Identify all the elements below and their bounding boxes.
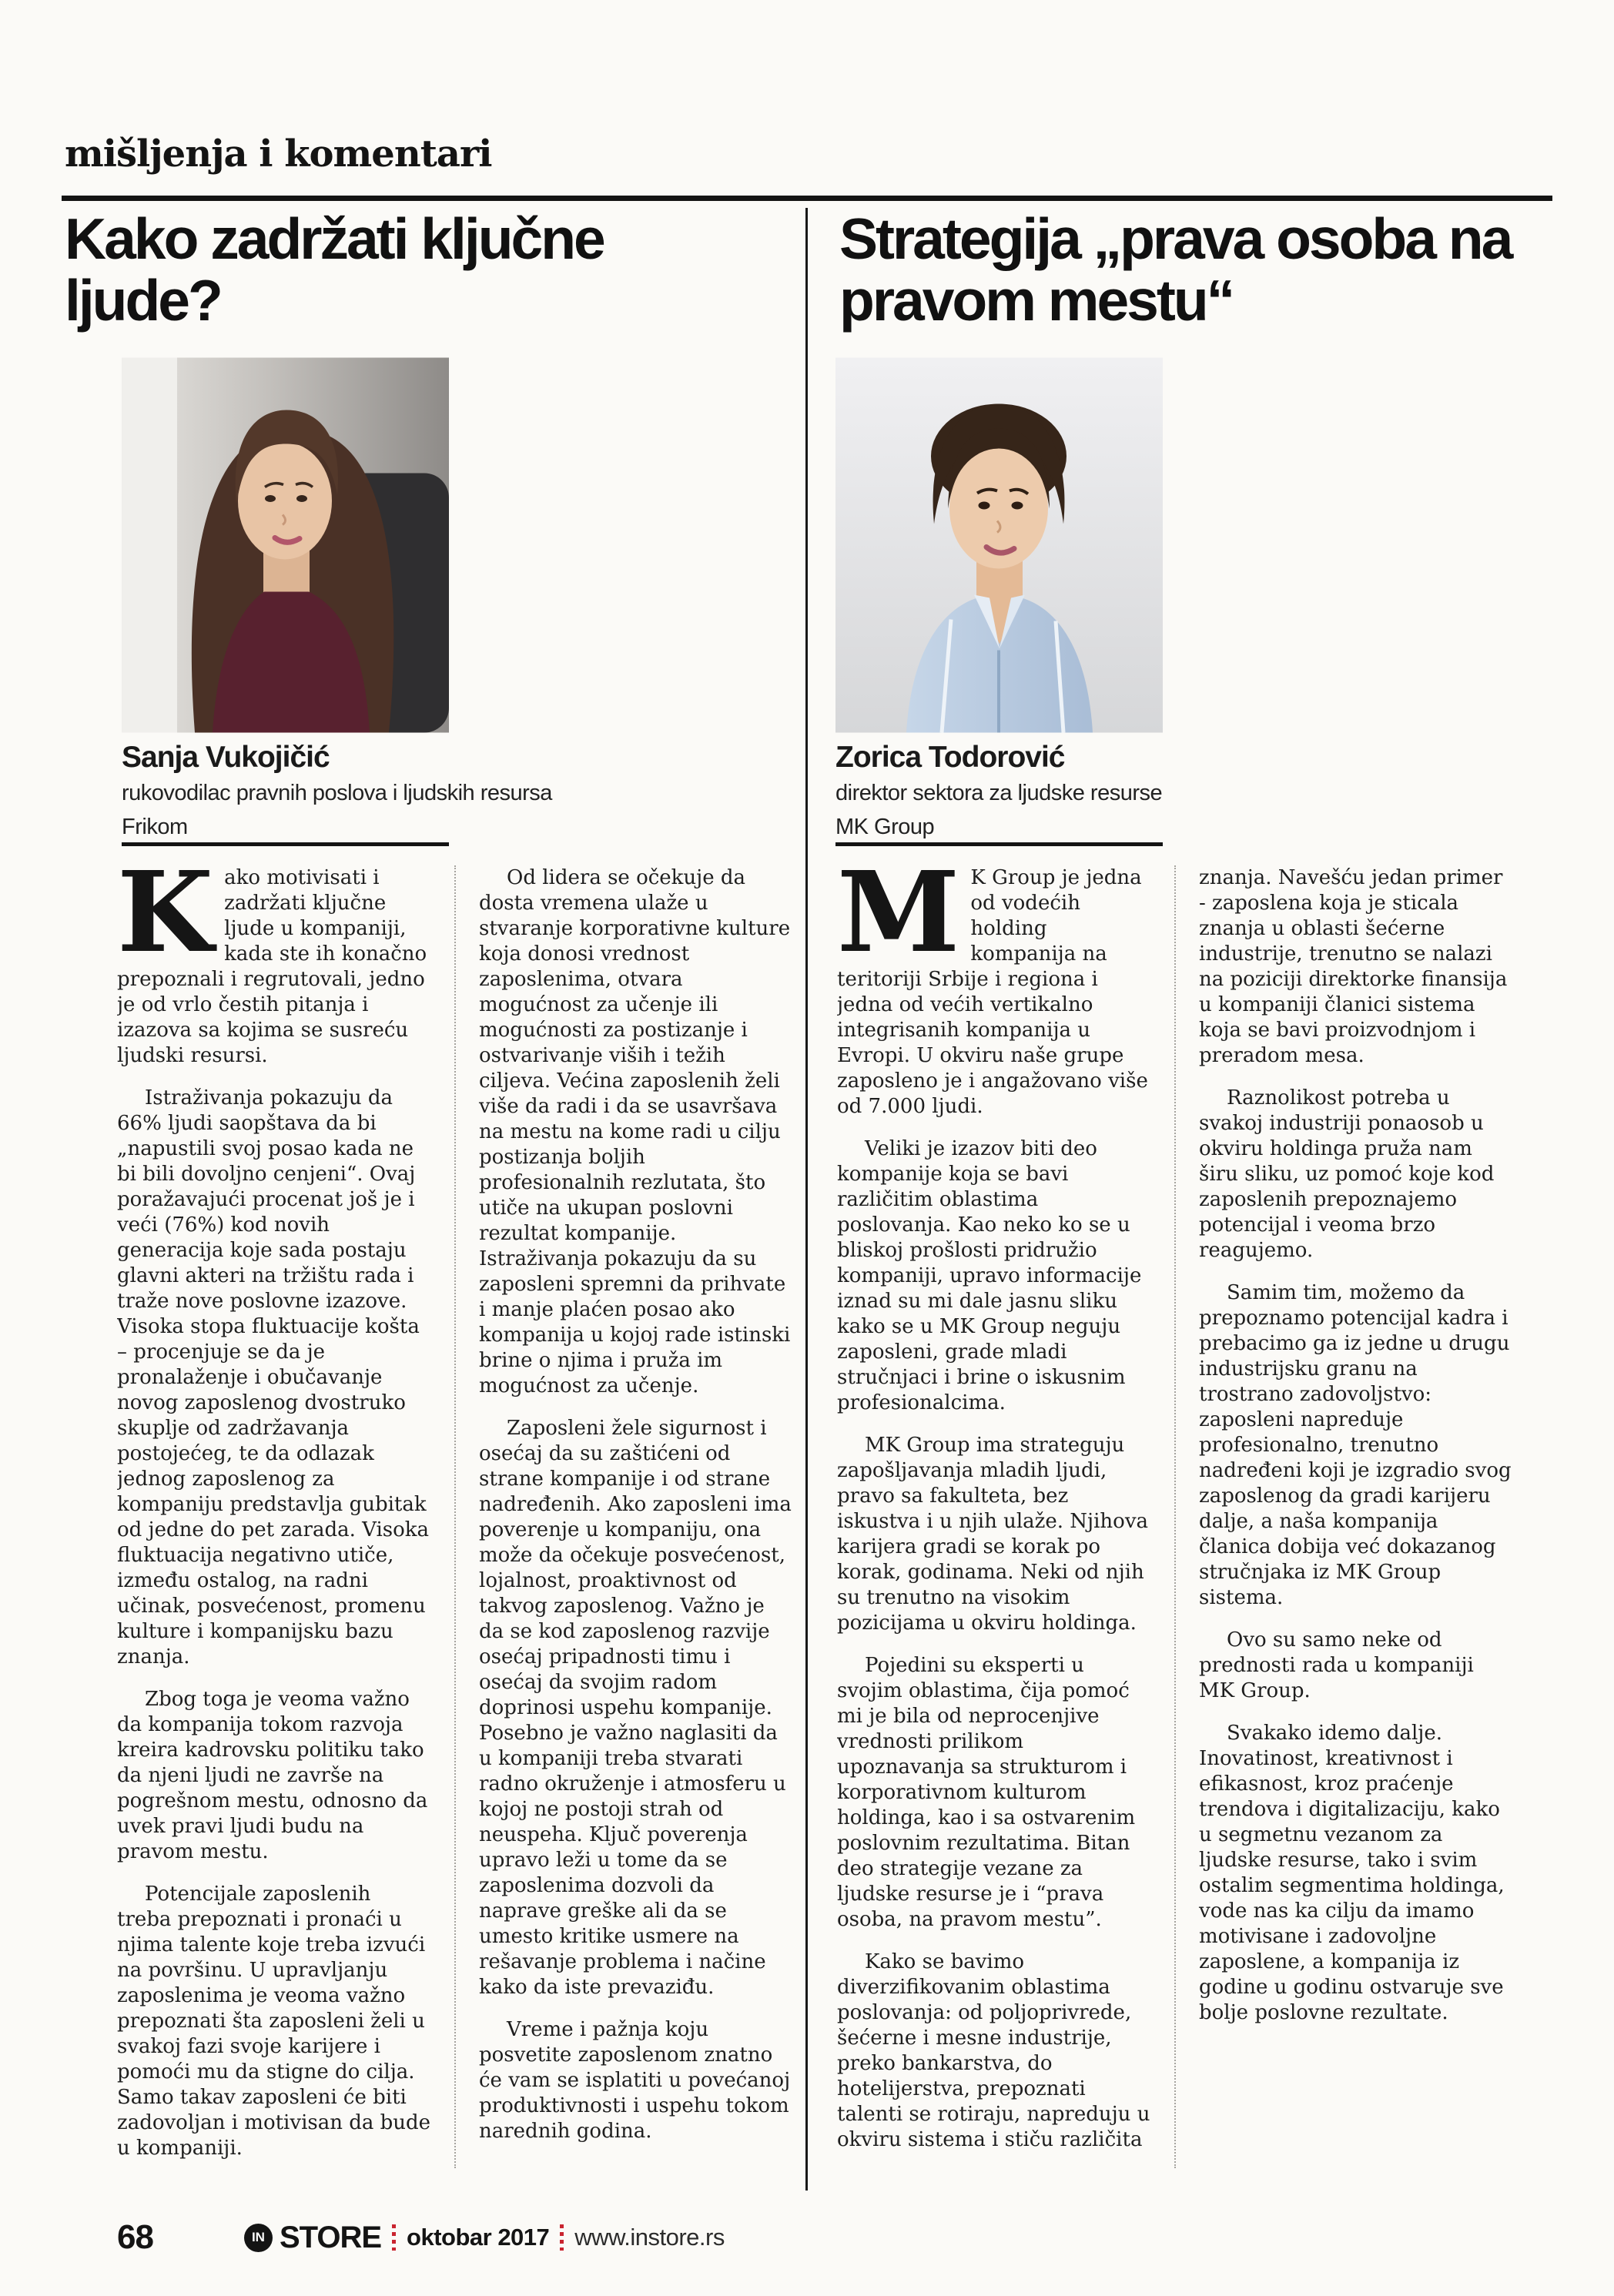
paragraph: Potencijale zaposlenih treba prepoznati i pronaći u njima talente koje treba izvući na površinu. U upravljanju zaposlenima je veoma važno prepoznati šta zaposleni želi u svakoj fazi svoje karijere i pomoći mu da stigne do cilja. Samo takav zaposleni će biti zadovoljan i motivisan da bude u kompaniji. [117,1883,431,2160]
paragraph-text: K Group je jedna od vodećih holding kompanija na teritoriji Srbije i regiona i jedna od većih vertikalno integrisanih kompanija u Evropi. U okviru naše grupe zaposleno je i angažovano više od 7.000 ljudi. [837,866,1148,1118]
paragraph: Pojedini su eksperti u svojim oblastima, čija pomoć mi je bila od neprocenjive vrednosti prilikom upoznavanja sa strukturom i korporativnom kulturom holdinga, kao i sa ostvarenim poslovnim rezultatima. Bitan deo strategije vezane za ljudske resurse je i “prava osoba, na pravom mestu”. [837,1654,1136,1931]
author-photo-zorica-todorovic [835,357,1163,733]
section-kicker: mišljenja i komentari [65,132,492,176]
paragraph: MK Group ima strateguju zapošljavanja mladih ljudi, pravo sa fakulteta, bez iskustva i u njih ulaže. Njihova karijera gradi se korak po korak, godinama. Neki od njih su trenutno na visokim pozicijama u okviru holdinga. [837,1434,1149,1635]
dropcap-letter: M [837,865,960,977]
website-url: www.instore.rs [574,2224,725,2251]
paragraph: Veliki je izazov biti deo kompanije koja se bavi različitim oblastima poslovanja. Kao neko ko se u bliskoj prošlosti pridružio kompaniji, upravo informacije iznad su mi dale jasnu sliku kako se u MK Group neguju zaposleni, grade mladi stručnjaci i brine o iskusnim profesionalcima. [837,1137,1142,1414]
right-author-company: MK Group [835,815,935,839]
page-number: 68 [117,2218,153,2256]
instore-logo-text: STORE [279,2220,382,2254]
right-article-body [837,865,1513,2168]
footer-dotted-separator [392,2224,396,2251]
left-caption-rule [122,842,449,846]
right-article-headline: Strategija „prava osoba na pravom mestu“ [839,206,1512,333]
right-author-role: direktor sektora za ljudske resurse [835,781,1163,805]
left-author-company: Frikom [122,815,188,839]
header-rule [62,196,1552,201]
paragraph: Od lidera se očekuje da dosta vremena ulaže u stvaranje korporativne kulture koja donosi vrednost zaposlenima, otvara mogućnost za učenje ili mogućnosti za postizanje i ostvarivanje viših i težih ciljeva. Većina zaposlenih želi više da radi i da se usavršava na mestu na kome radi u cilju postizanja boljih profesionalnih rezlutata, što utiče na ukupan poslovni rezultat kompanije. Istraživanja pokazuju da su zaposleni spremni da prihvate i manje plaćen posao ako kompanija u kojoj rade istinski brine o njima i pruža im mogućnost za učenje. [479,866,791,1397]
paragraph: Zaposleni žele sigurnost i osećaj da su zaštićeni od strane kompanije i od strane nadređenih. Ako zaposleni ima poverenje u kompaniju, ona može da očekuje posvećenost, lojalnost, proaktivnost od takvog zaposlenog. Važno je da se kod zaposlenog razvije osećaj pripadnosti timu i osećaj da svojim radom doprinosi uspehu kompanije. Posebno je važno naglasiti da u kompaniji treba stvarati radno okruženje i atmosferu u kojoj ne postoji strah od neuspeha. Ključ poverenja upravo leži u tome da se zaposlenima dozvoli da naprave greške ali da se umesto kritike usmere na rešavanje problema i načine kako da iste prevaziđu. [479,1417,792,1999]
dropcap-letter: K [117,865,214,977]
left-article-body [117,865,793,2168]
instore-logo [244,2221,381,2255]
page-footer [117,2219,725,2256]
left-article-headline: Kako zadržati ključne ljude? [65,206,604,333]
paragraph: Vreme i pažnja koju posvetite zaposlenom znatno će vam se isplatiti u povećanoj produktivnosti i uspehu tokom narednih godina. [479,2018,791,2143]
author-photo-sanja-vukojicic [122,357,449,733]
paragraph: Istraživanja pokazuju da 66% ljudi saopštava da bi „napustili svoj posao kada ne bi bili dovoljno cenjeni“. Ovaj poražavajući procenat još je i veći (76%) kod novih generacija koje sada postaju glavni akteri na tržištu rada i traže nove poslovne izazove. Visoka stopa fluktuacije košta – procenjuje se da je pronalaženje i obučavanje novog zaposlenog dvostruko skuplje od zadržavanja postojećeg, te da odlazak jednog zaposlenog za kompaniju predstavlja gubitak od jedne do pet zarada. Visoka fluktuacija negativno utiče, između ostalog, na radni učinak, posvećenost, promenu kulture i kompanijsku bazu znanja. [117,1086,430,1668]
paragraph: Zbog toga je veoma važno da kompanija tokom razvoja kreira kadrovsku politiku tako da njeni ljudi ne završe na pogrešnom mestu, odnosno da uvek pravi ljudi budu na pravom mestu. [117,1688,428,1863]
left-author-name: Sanja Vukojičić [122,741,330,774]
paragraph-text: ako motivisati i zadržati ključne ljude u kompaniji, kada ste ih konačno prepoznali i regrutovali, jedno je od vrlo čestih pitanja i izazova sa kojima se susreću ljudski resursi. [117,866,427,1067]
paragraph: Raznolikost potreba u svakoj industriji ponaosob u okviru holdinga pruža nam širu sliku, uz pomoć koje kod zaposlenih prepoznajemo potencijal i veoma brzo reagujemo. [1199,1086,1495,1262]
paragraph: Ovo su samo neke od prednosti rada u kompaniji MK Group. [1199,1628,1474,1702]
right-caption-rule [835,842,1163,846]
article-divider [805,208,808,2191]
issue-date: oktobar 2017 [407,2224,550,2251]
paragraph [837,865,1151,1120]
paragraph [117,865,431,1069]
right-author-name: Zorica Todorović [835,741,1065,774]
footer-dotted-separator [560,2224,564,2251]
paragraph: Svakako idemo dalje. Inovatinost, kreativnost i efikasnost, kroz praćenje trendova i digitalizaciju, kako u segmetnu vezanom za ljudske resurse, tako i svim ostalim segmentima holdinga, vode nas ka cilju da imamo motivisane i zadovoljne zaposlene, a kompanija iz godine u godinu ostvaruje sve bolje poslovne rezultate. [1199,1722,1505,2024]
paragraph: Samim tim, možemo da prepoznamo potencijal kadra i prebacimo ga iz jedne u drugu industrijsku granu na trostrano zadovoljstvo: zaposleni napreduje profesionalno, trenutno nadređeni koji je izgradio svog zaposlenog da gradi karijeru dalje, a naša kompanija članica dobija već dokazanog stručnjaka iz MK Group sistema. [1199,1281,1512,1609]
instore-logo-circle-icon: IN [244,2224,273,2252]
paragraph: Kako se bavimo diverzifikovanim oblastima poslovanja: od poljoprivrede, šećerne i mesne industrije, preko bankarstva, do hotelijerstva, prepoznati talenti se rotiraju, napreduju u okviru sistema i stiču različita znanja. Navešću jedan primer - zaposlena koja je sticala znanja u oblasti šećerne industrije, trenutno se nalazi na poziciji direktorke finansija u kompaniji članici sistema koja se bavi proizvodnjom i preradom mesa. [837,866,1508,2151]
left-author-role: rukovodilac pravnih poslova i ljudskih resursa [122,781,552,805]
